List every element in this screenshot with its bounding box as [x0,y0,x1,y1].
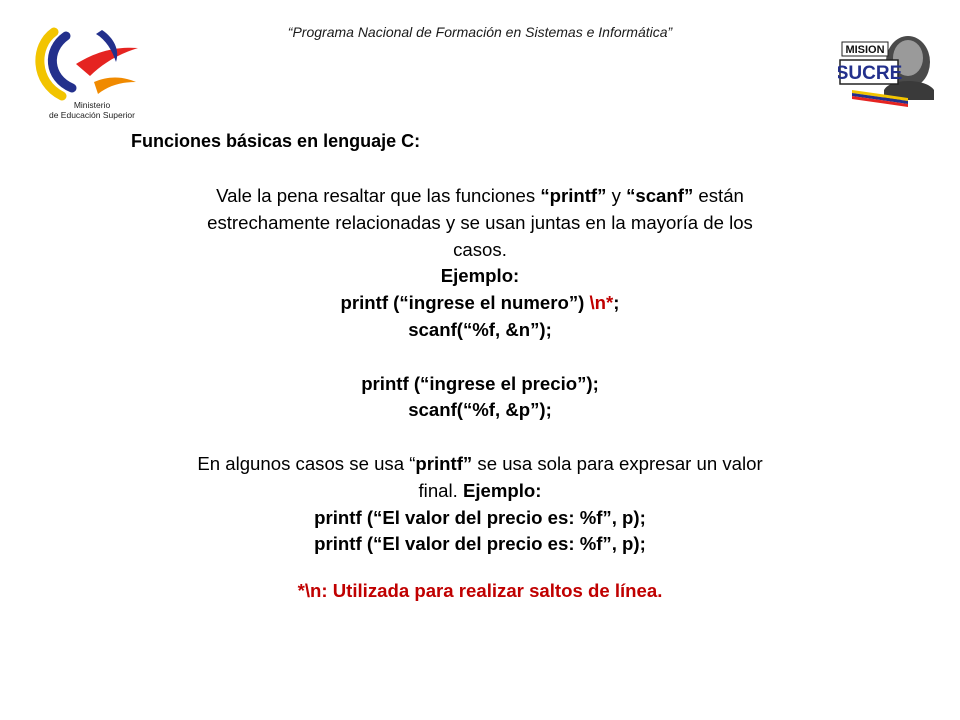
code-line-3: printf (“ingrese el precio”); [361,372,599,394]
para2-line-2-a: final. [418,479,463,501]
intro-line-1 [110,183,850,210]
code-line-2: scanf(“%f, &n”); [408,318,552,340]
code-line-1 [110,290,850,317]
para2-line-1 [110,451,850,478]
para2-text-b: se usa sola para expresar un valor [472,452,763,474]
code-line-1-b: ; [613,292,620,314]
spacer [110,344,850,371]
intro-line-3: casos. [453,238,507,260]
mision-sucre-emblem-icon [838,28,942,108]
section-heading: Funciones básicas en lenguaje C: [131,131,421,151]
intro-text-a: Vale la pena resaltar que las funciones [216,185,541,206]
intro-text-b: y [606,185,627,206]
code-line-4: scanf(“%f, &p”); [408,399,552,421]
main-content [110,183,850,605]
code-line-5: printf (“El valor del precio es: %f”, p); [314,506,646,528]
para2-example-label: Ejemplo: [462,479,542,501]
para2-line-2 [110,478,850,505]
code-line-1-newline: \n* [589,292,614,314]
ministerio-logo-line1: Ministerio [73,100,111,110]
para2-text-a: En algunos casos se usa “ [197,452,416,474]
ministerio-logo-line2: de Educación Superior [48,110,135,120]
code-line-6: printf (“El valor del precio es: %f”, p); [314,533,646,555]
newline-note: *\n: Utilizada para realizar saltos de línea. [297,580,663,602]
spacer [110,424,850,451]
code-line-1-a: printf (“ingrese el numero”) [340,292,590,314]
intro-text-c: están [693,185,744,206]
intro-printf: “printf” [540,185,607,206]
mision-text: MISION [845,44,885,56]
ministerio-emblem-icon [32,24,152,102]
intro-scanf: “scanf” [626,185,694,206]
example-label: Ejemplo: [440,265,520,287]
ministerio-logo [32,24,152,124]
spacer [110,558,850,578]
sucre-text: SUCRE [838,63,903,84]
para2-printf: printf” [415,452,473,474]
intro-line-2: estrechamente relacionadas y se usan juntas en la mayoría de los [207,211,753,233]
program-title: “Programa Nacional de Formación en Sistemas e Informática” [287,24,673,40]
mision-sucre-logo [838,28,942,108]
